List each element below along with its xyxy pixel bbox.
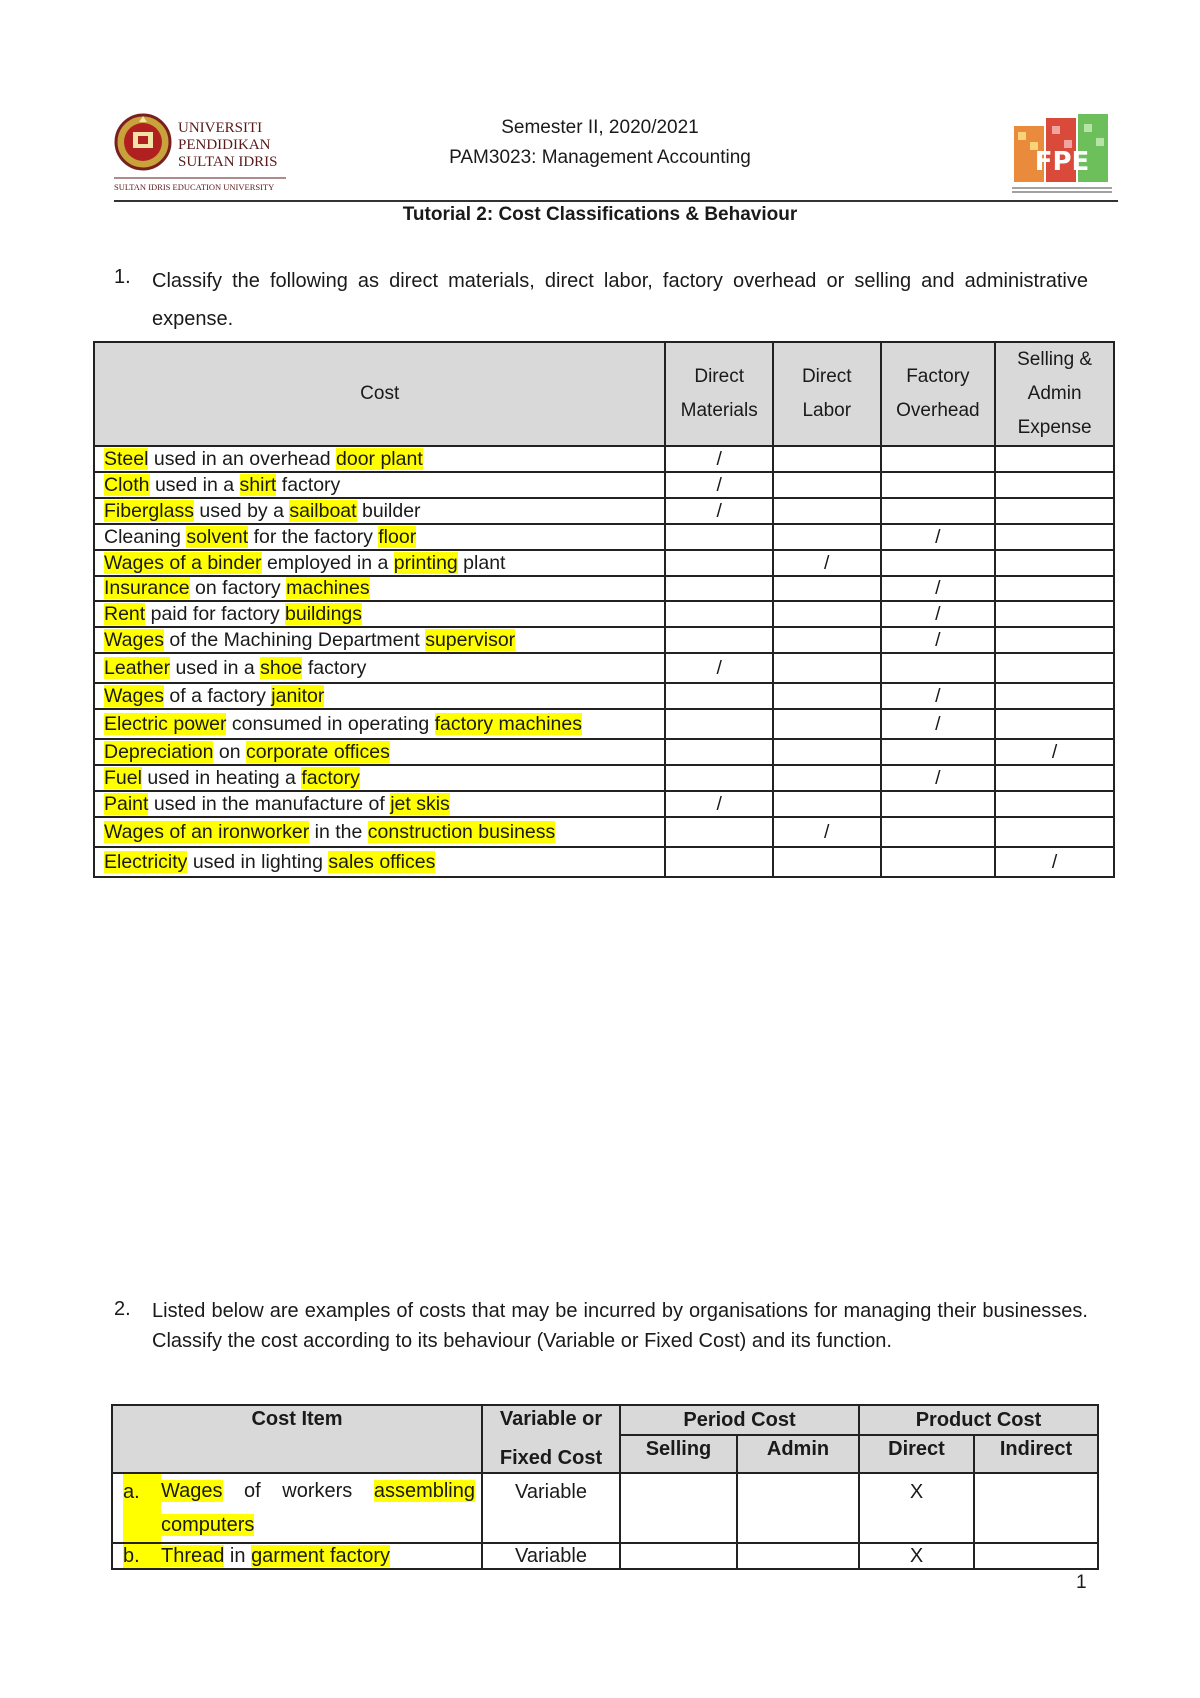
mark-factory-overhead xyxy=(881,550,996,576)
highlighted-text: Steel xyxy=(104,447,149,470)
upsi-logo-line-1: UNIVERSITI xyxy=(178,120,263,136)
cost-description xyxy=(94,847,665,877)
text-segment: builder xyxy=(356,499,421,522)
mark-direct-labor xyxy=(773,446,881,472)
mark-direct-labor xyxy=(773,576,881,601)
mark-selling-admin xyxy=(995,653,1114,683)
cost-row xyxy=(94,791,1114,817)
header-product-cost: Product Cost xyxy=(859,1405,1098,1435)
highlighted-text: Wages xyxy=(104,684,164,707)
university-logo xyxy=(114,112,286,196)
mark-factory-overhead: / xyxy=(881,576,996,601)
mark-selling-admin xyxy=(995,709,1114,739)
selling-value xyxy=(620,1543,737,1569)
mark-selling-admin xyxy=(995,601,1114,627)
upsi-logo-line-2: PENDIDIKAN xyxy=(178,137,271,153)
cost-description xyxy=(94,817,665,847)
cost-row xyxy=(94,498,1114,524)
cost-row xyxy=(94,739,1114,765)
highlighted-text: shoe xyxy=(260,656,303,679)
header-direct-labor xyxy=(773,342,881,446)
cost-row xyxy=(94,653,1114,683)
mark-direct-labor: / xyxy=(773,550,881,576)
mark-factory-overhead: / xyxy=(881,627,996,653)
cost-description xyxy=(94,576,665,601)
mark-factory-overhead: / xyxy=(881,765,996,791)
text-segment: used by a xyxy=(193,499,290,522)
cost-row xyxy=(94,576,1114,601)
faculty-logo xyxy=(1012,112,1112,196)
mark-direct-labor xyxy=(773,709,881,739)
mark-factory-overhead xyxy=(881,472,996,498)
mark-factory-overhead xyxy=(881,739,996,765)
table2-header-row-1 xyxy=(112,1405,1098,1435)
header-selling-admin-line-2: Admin xyxy=(1027,383,1082,404)
mark-direct-labor xyxy=(773,653,881,683)
mark-selling-admin xyxy=(995,627,1114,653)
text-segment: of the Machining Department xyxy=(163,628,426,651)
cost-description xyxy=(94,709,665,739)
mark-factory-overhead xyxy=(881,498,996,524)
text-segment: of a factory xyxy=(163,684,272,707)
mark-selling-admin: / xyxy=(995,847,1114,877)
behaviour-value: Variable xyxy=(482,1543,620,1569)
mark-selling-admin xyxy=(995,498,1114,524)
header-fixed-cost: Fixed Cost xyxy=(499,1447,603,1469)
page-number: 1 xyxy=(1076,1572,1087,1593)
mark-direct-labor xyxy=(773,472,881,498)
highlighted-text: machines xyxy=(286,577,370,599)
header-factory-overhead xyxy=(881,342,996,446)
highlighted-text: shirt xyxy=(239,473,277,496)
cost-description xyxy=(94,472,665,498)
text-segment: plant xyxy=(457,551,506,574)
header-selling: Selling xyxy=(620,1435,737,1473)
highlighted-text: janitor xyxy=(271,684,325,707)
highlighted-text: Paint xyxy=(104,792,149,815)
mark-selling-admin xyxy=(995,524,1114,550)
header-divider xyxy=(114,200,1118,202)
mark-factory-overhead: / xyxy=(881,524,996,550)
mark-selling-admin xyxy=(995,765,1114,791)
cost-item-row xyxy=(112,1543,1098,1569)
table1-header-row xyxy=(94,342,1114,446)
highlighted-text: printing xyxy=(393,551,458,574)
behaviour-value: Variable xyxy=(482,1473,620,1543)
admin-value xyxy=(737,1473,859,1543)
cost-row xyxy=(94,709,1114,739)
highlighted-text: corporate offices xyxy=(246,740,390,763)
mark-factory-overhead xyxy=(881,847,996,877)
text-segment: consumed in operating xyxy=(226,712,435,735)
text-segment: used in heating a xyxy=(141,766,302,789)
mark-direct-materials xyxy=(665,683,773,709)
question-1-text: Classify the following as direct materials, direct labor, factory overhead or selling and administrative expense. xyxy=(152,270,1088,330)
highlighted-text: Wages xyxy=(161,1480,223,1502)
mark-direct-materials xyxy=(665,765,773,791)
mark-direct-labor xyxy=(773,791,881,817)
highlighted-text: Thread xyxy=(161,1545,225,1567)
mark-selling-admin xyxy=(995,550,1114,576)
fpe-logo-icon xyxy=(1012,112,1112,196)
mark-selling-admin xyxy=(995,683,1114,709)
mark-direct-materials: / xyxy=(665,472,773,498)
highlighted-text: jet skis xyxy=(390,792,450,815)
mark-factory-overhead: / xyxy=(881,601,996,627)
cost-classification-table xyxy=(93,341,1115,878)
mark-factory-overhead xyxy=(881,791,996,817)
text-segment: employed in a xyxy=(261,551,394,574)
header-selling-admin xyxy=(995,342,1114,446)
highlighted-text: factory xyxy=(301,766,360,789)
mark-selling-admin xyxy=(995,817,1114,847)
highlighted-text: supervisor xyxy=(425,628,516,651)
header-cost: Cost xyxy=(94,342,665,446)
text-segment: factory xyxy=(302,656,367,679)
item-text xyxy=(161,1544,481,1568)
mark-direct-materials xyxy=(665,817,773,847)
cost-item xyxy=(112,1473,482,1543)
table2-body xyxy=(112,1473,1098,1569)
mark-direct-labor xyxy=(773,739,881,765)
mark-direct-materials xyxy=(665,601,773,627)
highlighted-text: floor xyxy=(378,525,417,548)
mark-factory-overhead: / xyxy=(881,683,996,709)
admin-value xyxy=(737,1543,859,1569)
highlighted-text: sales offices xyxy=(328,850,436,873)
header-selling-admin-line-1: Selling & xyxy=(1017,349,1093,370)
highlighted-text: computers xyxy=(161,1514,255,1536)
table1-body xyxy=(94,446,1114,877)
highlighted-text: Electric power xyxy=(104,712,227,735)
mark-direct-materials xyxy=(665,627,773,653)
cost-description xyxy=(94,498,665,524)
highlighted-text: Electricity xyxy=(104,850,188,873)
semester-label: Semester II, 2020/2021 xyxy=(501,117,699,138)
header-direct-labor-line-1: Direct xyxy=(801,366,852,387)
header-variable-or: Variable or xyxy=(499,1408,603,1430)
mark-selling-admin xyxy=(995,791,1114,817)
cost-row xyxy=(94,524,1114,550)
header-variable-or-fixed xyxy=(482,1405,620,1473)
upsi-crest-icon xyxy=(114,112,286,196)
header-direct: Direct xyxy=(859,1435,974,1473)
text-segment: used in a xyxy=(170,656,261,679)
highlighted-text: garment factory xyxy=(251,1545,391,1567)
highlighted-text: Fuel xyxy=(104,766,142,789)
highlighted-text: Cloth xyxy=(104,473,150,496)
highlighted-text: Wages of an ironworker xyxy=(104,820,310,843)
text-segment: used in lighting xyxy=(187,850,329,873)
mark-direct-materials xyxy=(665,739,773,765)
header-direct-labor-line-2: Labor xyxy=(802,400,852,421)
header-admin: Admin xyxy=(737,1435,859,1473)
fpe-logo-text: FPE xyxy=(1034,147,1090,177)
cost-item xyxy=(112,1543,482,1569)
cost-description xyxy=(94,446,665,472)
text-segment: used in a xyxy=(149,473,240,496)
header-factory-overhead-line-2: Overhead xyxy=(896,400,980,421)
cost-row xyxy=(94,627,1114,653)
cost-behaviour-table xyxy=(111,1404,1099,1570)
cost-description xyxy=(94,683,665,709)
cost-row xyxy=(94,817,1114,847)
cost-description xyxy=(94,791,665,817)
cost-description xyxy=(94,739,665,765)
header-indirect: Indirect xyxy=(974,1435,1098,1473)
highlighted-text: door plant xyxy=(336,447,423,470)
highlighted-text: buildings xyxy=(285,602,363,625)
text-segment: on factory xyxy=(189,577,287,599)
cost-description xyxy=(94,550,665,576)
highlighted-text: Fiberglass xyxy=(104,499,194,522)
text-segment: for the factory xyxy=(248,525,379,548)
highlighted-text: construction business xyxy=(367,820,556,843)
text-segment: Cleaning xyxy=(104,525,187,548)
mark-selling-admin xyxy=(995,446,1114,472)
header-cost-item: Cost Item xyxy=(112,1405,482,1473)
mark-direct-materials xyxy=(665,576,773,601)
cost-description xyxy=(94,653,665,683)
mark-direct-materials xyxy=(665,847,773,877)
mark-direct-labor xyxy=(773,627,881,653)
mark-selling-admin xyxy=(995,472,1114,498)
mark-direct-labor xyxy=(773,524,881,550)
direct-value: X xyxy=(859,1473,974,1543)
cost-row xyxy=(94,550,1114,576)
text-segment: in the xyxy=(309,820,368,843)
highlighted-text: Wages xyxy=(104,628,164,651)
mark-selling-admin: / xyxy=(995,739,1114,765)
header-period-cost: Period Cost xyxy=(620,1405,859,1435)
mark-direct-materials: / xyxy=(665,791,773,817)
cost-row xyxy=(94,446,1114,472)
highlighted-text: solvent xyxy=(186,525,249,548)
question-2-text: Listed below are examples of costs that may be incurred by organisations for managing their businesses. Classify the cost according to its behaviour (Variable or Fixed Cost) and its function. xyxy=(152,1300,1088,1352)
upsi-logo-line-3: SULTAN IDRIS xyxy=(178,154,278,170)
cost-row xyxy=(94,683,1114,709)
tutorial-title: Tutorial 2: Cost Classifications & Behaviour xyxy=(402,204,798,225)
mark-direct-labor xyxy=(773,683,881,709)
mark-direct-materials xyxy=(665,524,773,550)
mark-direct-materials: / xyxy=(665,498,773,524)
mark-direct-materials: / xyxy=(665,653,773,683)
mark-factory-overhead xyxy=(881,817,996,847)
mark-direct-labor: / xyxy=(773,817,881,847)
item-letter: a. xyxy=(123,1474,161,1542)
mark-direct-labor xyxy=(773,765,881,791)
cost-description xyxy=(94,601,665,627)
cost-row xyxy=(94,765,1114,791)
text-segment: used in an overhead xyxy=(148,447,337,470)
header-selling-admin-line-3: Expense xyxy=(1017,417,1092,438)
upsi-logo-tagline: SULTAN IDRIS EDUCATION UNIVERSITY xyxy=(114,182,275,192)
header-direct-materials xyxy=(665,342,773,446)
question-2-number: 2. xyxy=(114,1298,131,1320)
header-direct-materials-line-1: Direct xyxy=(694,366,744,387)
mark-factory-overhead: / xyxy=(881,709,996,739)
indirect-value xyxy=(974,1473,1098,1543)
cost-row xyxy=(94,847,1114,877)
highlighted-text: Wages of a binder xyxy=(104,551,262,574)
question-1-number: 1. xyxy=(114,266,131,288)
item-letter: b. xyxy=(123,1544,161,1568)
cost-row xyxy=(94,601,1114,627)
mark-direct-labor xyxy=(773,498,881,524)
text-segment: in xyxy=(224,1545,252,1567)
highlighted-text: Depreciation xyxy=(104,740,214,763)
cost-description xyxy=(94,524,665,550)
direct-value: X xyxy=(859,1543,974,1569)
mark-direct-materials xyxy=(665,550,773,576)
mark-direct-materials xyxy=(665,709,773,739)
text-segment: paid for factory xyxy=(145,602,286,625)
mark-direct-materials: / xyxy=(665,446,773,472)
highlighted-text: factory machines xyxy=(434,712,583,735)
course-label: PAM3023: Management Accounting xyxy=(449,147,751,168)
text-segment: used in the manufacture of xyxy=(148,792,391,815)
highlighted-text: sailboat xyxy=(289,499,357,522)
highlighted-text: assembling xyxy=(373,1480,475,1502)
cost-description xyxy=(94,765,665,791)
item-text xyxy=(161,1474,481,1542)
text-segment: on xyxy=(213,740,247,763)
highlighted-text: Rent xyxy=(104,602,146,625)
cost-item-row xyxy=(112,1473,1098,1543)
indirect-value xyxy=(974,1543,1098,1569)
mark-factory-overhead xyxy=(881,446,996,472)
text-segment: factory xyxy=(276,473,341,496)
cost-description xyxy=(94,627,665,653)
header-factory-overhead-line-1: Factory xyxy=(906,366,970,387)
highlighted-text: Insurance xyxy=(104,577,190,599)
mark-selling-admin xyxy=(995,576,1114,601)
header-direct-materials-line-2: Materials xyxy=(680,400,758,421)
text-segment: of workers xyxy=(222,1480,374,1502)
highlighted-text: Leather xyxy=(104,656,171,679)
mark-direct-labor xyxy=(773,847,881,877)
mark-factory-overhead xyxy=(881,653,996,683)
mark-direct-labor xyxy=(773,601,881,627)
cost-row xyxy=(94,472,1114,498)
selling-value xyxy=(620,1473,737,1543)
